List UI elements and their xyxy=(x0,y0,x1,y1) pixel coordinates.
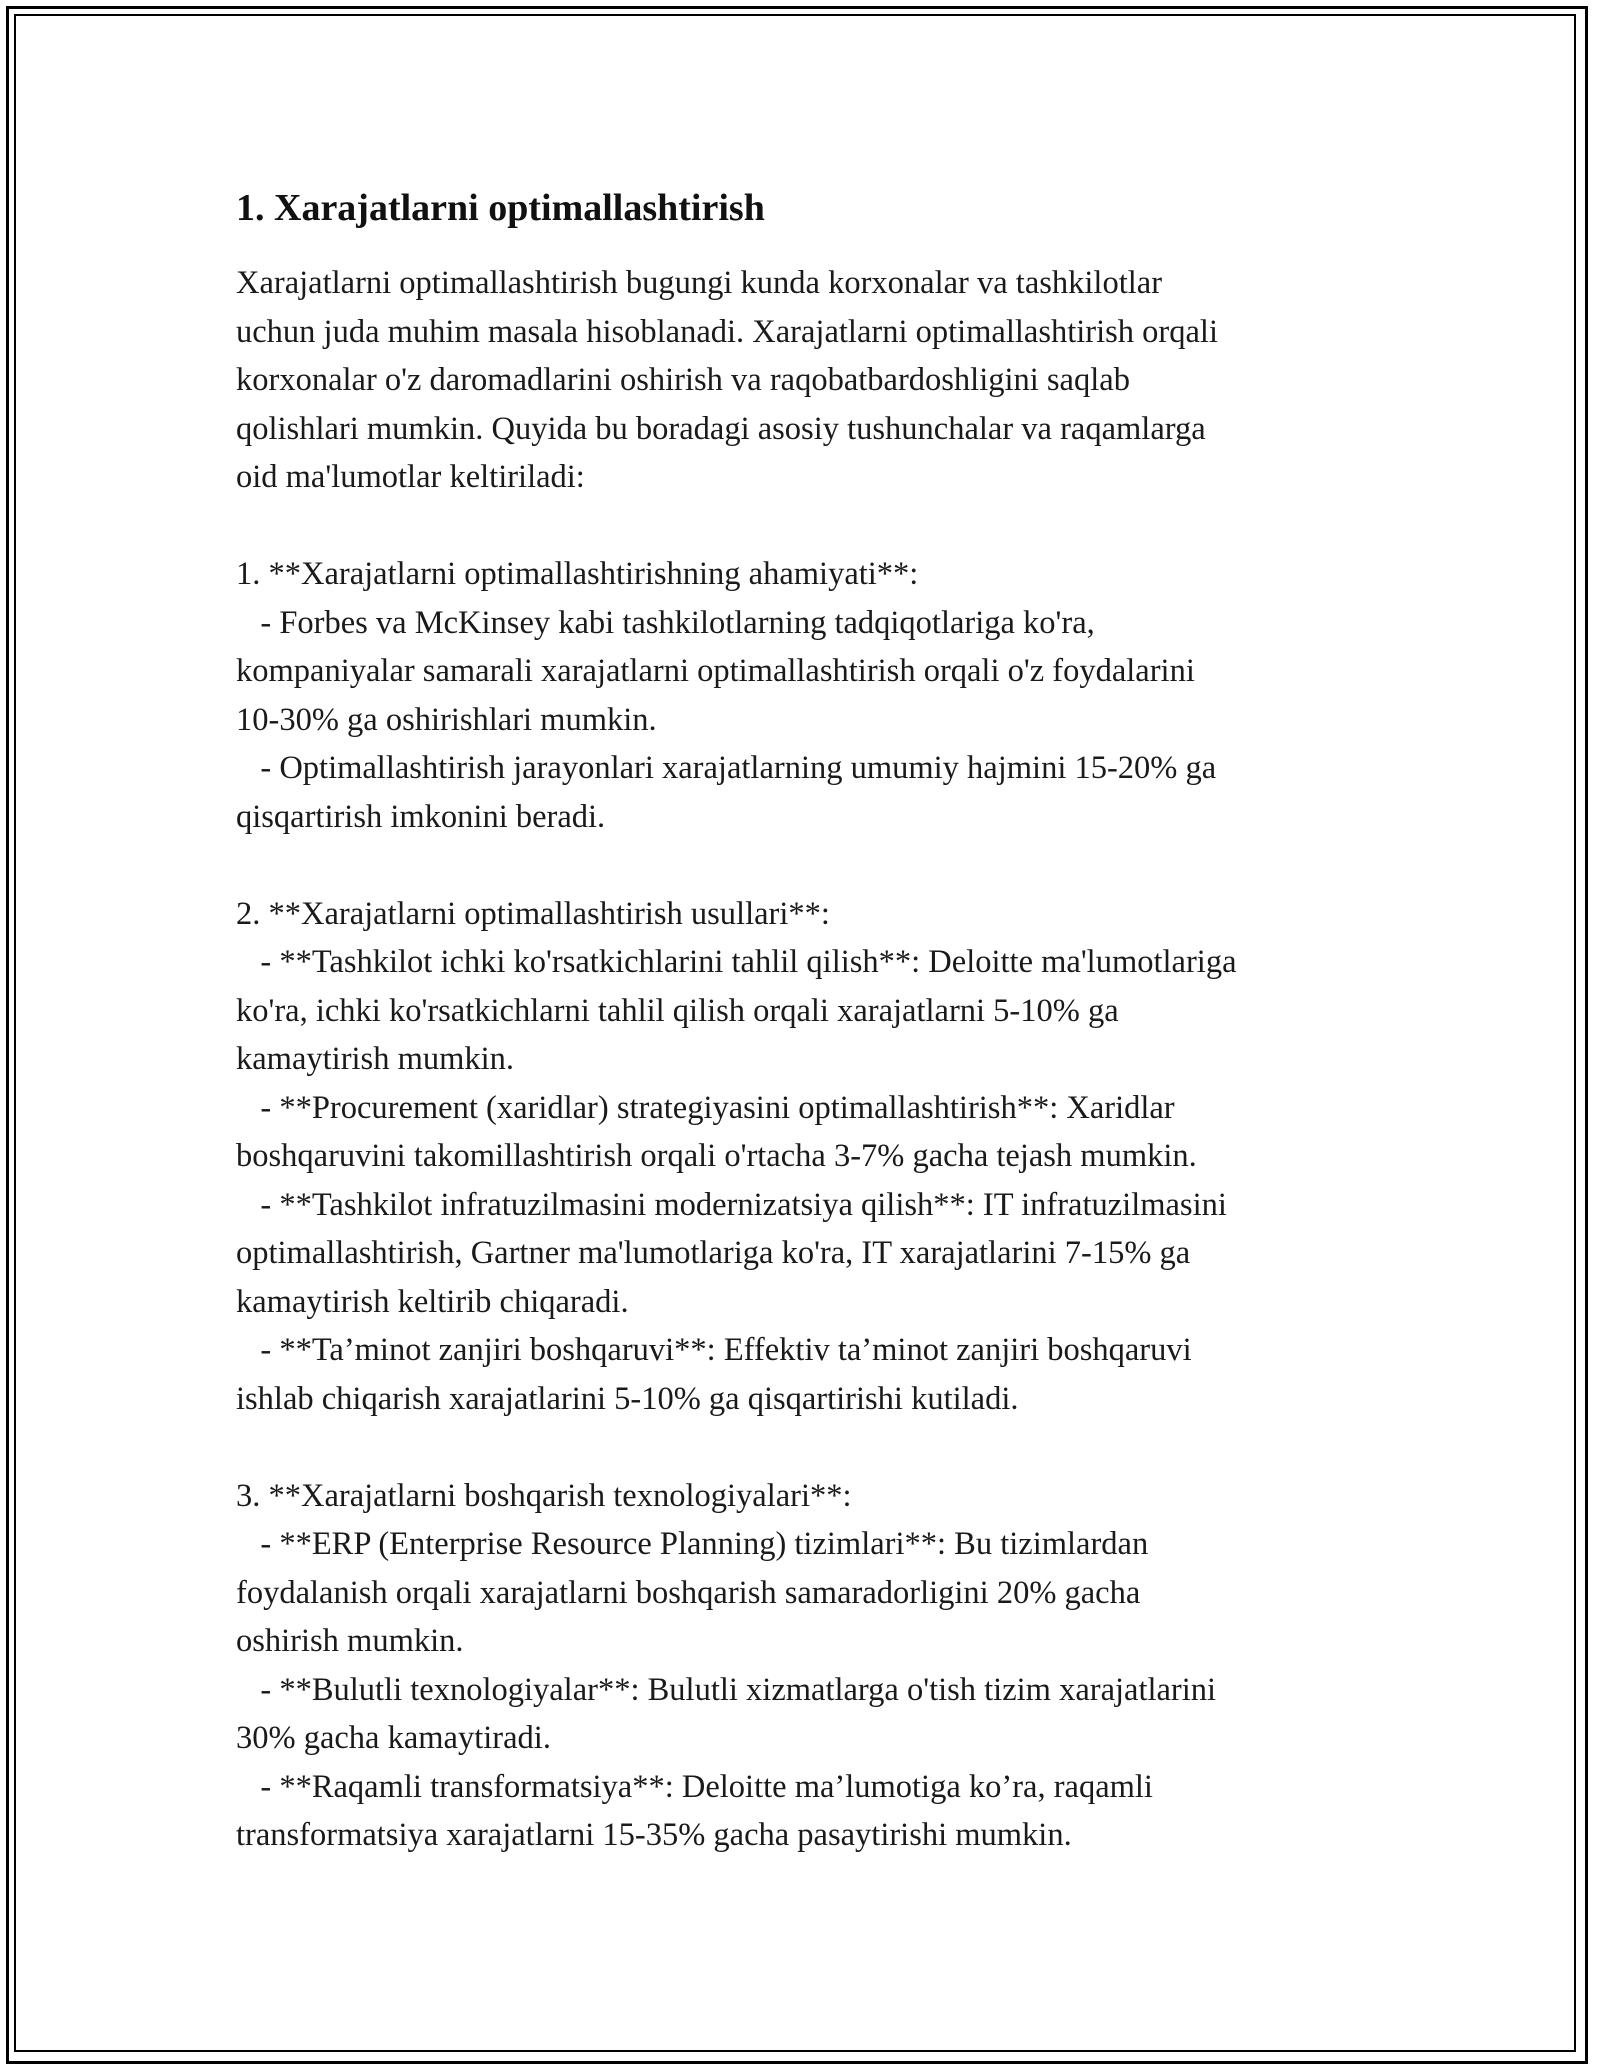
document-title: 1. Xarajatlarni optimallashtirish xyxy=(236,187,765,229)
document-body: Xarajatlarni optimallashtirish bugungi kunda korxonalar va tashkilotlar uchun juda muhim masala hisoblanadi. Xarajatlarni optimallashtirish orqali korxonalar o'z daromadlarini oshirish va raqobatbardoshligini saqlab qolishlari mumkin. Quyida bu boradagi asosiy tushunchalar va raqamlarga oid ma'lumotlar keltiriladi: 1. **Xarajatlarni optimallashtirishning ahamiyati**: - Forbes va McKinsey kabi tashkilotlarning tadqiqotlariga ko'ra, kompaniyalar samarali xarajatlarni optimallashtirish orqali o'z foydalarini 10-30% ga oshirishlari mumkin. - Optimallashtirish jarayonlari xarajatlarning umumiy hajmini 15-20% ga qisqartirish imkonini beradi. 2. **Xarajatlarni optimallashtirish usullari**: - **Tashkilot ichki ko'rsatkichlarini tahlil qilish**: Deloitte ma'lumotlariga ko'ra, ichki ko'rsatkichlarni tahlil qilish orqali xarajatlarni 5-10% ga kamaytirish mumkin. - **Procurement (xaridlar) strategiyasini optimallashtirish**: Xaridlar boshqaruvini takomillashtirish orqali o'rtacha 3-7% gacha tejash mumkin. - **Tashkilot infratuzilmasini modernizatsiya qilish**: IT infratuzilmasini optimallashtirish, Gartner ma'lumotlariga ko'ra, IT xarajatlarini 7-15% ga kamaytirish keltirib chiqaradi. - **Ta’minot zanjiri boshqaruvi**: Effektiv ta’minot zanjiri boshqaruvi ishlab chiqarish xarajatlarini 5-10% ga qisqartirishi kutiladi. 3. **Xarajatlarni boshqarish texnologiyalari**: - **ERP (Enterprise Resource Planning) tizimlari**: Bu tizimlardan foydalanish orqali xarajatlarni boshqarish samaradorligini 20% gacha oshirish mumkin. - **Bulutli texnologiyalar**: Bulutli xizmatlarga o'tish tizim xarajatlarini 30% gacha kamaytiradi. - **Raqamli transformatsiya**: Deloitte ma’lumotiga ko’ra, raqamli transformatsiya xarajatlarni 15-35% gacha pasaytirishi mumkin. xyxy=(236,265,1237,1853)
document-content xyxy=(236,185,1371,1860)
